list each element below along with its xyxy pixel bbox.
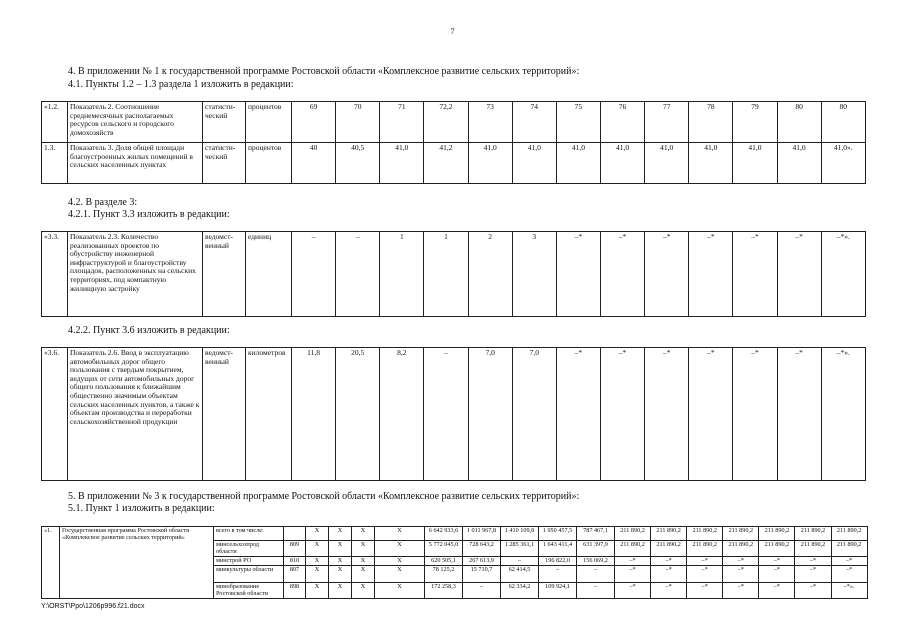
executor-label: минсельхозпрод области <box>214 541 284 557</box>
value-cell: 211 890,2 <box>759 541 795 557</box>
value-cell: – <box>463 583 501 599</box>
value-cell: –* <box>733 232 777 317</box>
value-cell: 72,2 <box>424 102 468 143</box>
value-cell: 41,0 <box>733 143 777 184</box>
value-cell: 15 710,7 <box>463 566 501 583</box>
code-mark: X <box>375 557 425 566</box>
value-cell: 73 <box>468 102 512 143</box>
heading-section-4: 4. В приложении № 1 к государственной программе Ростовской области «Комплексное развитие сельских территорий»: <box>68 66 580 77</box>
value-cell: 6 642 933,6 <box>425 527 463 541</box>
value-cell: 1 643 411,4 <box>539 541 577 557</box>
code-mark: X <box>306 557 329 566</box>
code-mark: X <box>375 583 425 599</box>
unit-cell: процентов <box>246 143 292 184</box>
value-cell: –* <box>687 566 723 583</box>
value-cell: 211 890,2 <box>651 541 687 557</box>
heading-section-5: 5. В приложении № 3 к государственной программе Ростовской области «Комплексное развитие сельских территорий»: <box>68 491 580 502</box>
value-cell: 74 <box>512 102 556 143</box>
value-cell: 109 924,1 <box>539 583 577 599</box>
executor-label: минкультуры области <box>214 566 284 583</box>
value-cell: 41,0 <box>512 143 556 184</box>
code-mark: X <box>306 541 329 557</box>
value-cell: 40 <box>292 143 336 184</box>
value-cell: –* <box>759 557 795 566</box>
code-mark: X <box>352 541 375 557</box>
value-cell: 1 950 457,5 <box>539 527 577 541</box>
value-cell: 40,5 <box>336 143 380 184</box>
value-cell: 156 069,2 <box>577 557 615 566</box>
value-cell: –* <box>651 557 687 566</box>
item-number: «1.2. <box>42 102 68 143</box>
value-cell: 62 414,5 <box>501 566 539 583</box>
code-mark: X <box>329 527 352 541</box>
value-cell: –* <box>759 583 795 599</box>
value-cell: 267 613,9 <box>463 557 501 566</box>
item-number: «1. <box>42 527 60 599</box>
value-cell: – <box>577 566 615 583</box>
budget-code <box>284 527 306 541</box>
value-cell: –* <box>689 348 733 481</box>
value-cell: –* <box>556 232 600 317</box>
value-cell: –* <box>723 583 759 599</box>
value-cell: 41,0 <box>600 143 644 184</box>
value-cell: –* <box>615 566 651 583</box>
value-cell: 77 <box>645 102 689 143</box>
value-cell: 75 <box>556 102 600 143</box>
value-cell: 211 890,2 <box>651 527 687 541</box>
value-cell: –* <box>600 232 644 317</box>
value-cell: 3 <box>512 232 556 317</box>
budget-code: 810 <box>284 557 306 566</box>
value-cell: 211 890,2 <box>615 527 651 541</box>
code-mark: X <box>352 566 375 583</box>
value-cell: 631 397,9 <box>577 541 615 557</box>
item-number: 1.3. <box>42 143 68 184</box>
value-cell: –* <box>645 232 689 317</box>
value-cell: 211 890,2 <box>831 527 867 541</box>
value-cell: 41,2 <box>424 143 468 184</box>
item-number: «3.3. <box>42 232 68 317</box>
value-cell: – <box>292 232 336 317</box>
budget-code: 807 <box>284 566 306 583</box>
code-mark: X <box>352 527 375 541</box>
heading-4-2-1: 4.2.1. Пункт 3.3 изложить в редакции: <box>68 209 230 220</box>
value-cell: –* <box>831 566 867 583</box>
value-cell: –* <box>777 232 821 317</box>
value-cell: 211 890,2 <box>723 541 759 557</box>
table-row <box>42 232 866 317</box>
value-cell: 41,0 <box>380 143 424 184</box>
unit-cell: процентов <box>246 102 292 143</box>
value-cell: 1 011 967,8 <box>463 527 501 541</box>
value-cell: 70 <box>336 102 380 143</box>
value-cell: 7,0 <box>468 348 512 481</box>
value-cell: –* <box>651 583 687 599</box>
table-row <box>42 348 866 481</box>
code-mark: X <box>329 566 352 583</box>
value-cell: 211 890,2 <box>795 541 831 557</box>
indicator-table-1 <box>41 101 866 184</box>
value-cell: – <box>336 232 380 317</box>
value-cell: –*». <box>821 232 865 317</box>
code-mark: X <box>329 583 352 599</box>
value-cell: –* <box>795 583 831 599</box>
indicator-name: Показатель 2. Соотношение среднемесячных располагаемых ресурсов сельского и городского домохозяйств <box>68 102 203 143</box>
value-cell: –*». <box>821 348 865 481</box>
value-cell: – <box>577 583 615 599</box>
page-number: 7 <box>450 27 455 36</box>
code-mark: X <box>306 566 329 583</box>
indicator-name: Показатель 2.3. Количество реализованных проектов по обустройству инженерной инфраструктурой и благоустройству площадок, расположенных на сельских территориях, под компактную жилищную застройку <box>68 232 203 317</box>
executor-label: минстрой РО <box>214 557 284 566</box>
value-cell: 78 <box>689 102 733 143</box>
indicator-name: Показатель 3. Доля общей площади благоустроенных жилых помещений в сельских населенных пунктах <box>68 143 203 184</box>
funding-table <box>41 526 868 599</box>
value-cell: 211 890,2 <box>795 527 831 541</box>
value-cell: 728 643,2 <box>463 541 501 557</box>
code-mark: X <box>375 541 425 557</box>
value-cell: 41,0». <box>821 143 865 184</box>
value-cell: 1 <box>380 232 424 317</box>
code-mark: X <box>375 566 425 583</box>
heading-4-2: 4.2. В разделе 3: <box>68 197 138 208</box>
value-cell: – <box>501 557 539 566</box>
unit-cell: километров <box>246 348 292 481</box>
value-cell: 620 505,1 <box>425 557 463 566</box>
heading-4-2-2: 4.2.2. Пункт 3.6 изложить в редакции: <box>68 325 230 336</box>
code-mark: X <box>306 527 329 541</box>
program-name: Государственная программа Ростовской области «Комплексное развитие сельских территорий» <box>60 527 214 599</box>
value-cell: 211 890,2 <box>687 527 723 541</box>
value-cell: 41,0 <box>468 143 512 184</box>
value-cell: –* <box>777 348 821 481</box>
value-cell: 41,0 <box>689 143 733 184</box>
value-cell: 787 467,1 <box>577 527 615 541</box>
indicator-table-3 <box>41 347 866 481</box>
value-cell: 62 334,2 <box>501 583 539 599</box>
code-mark: X <box>352 557 375 566</box>
value-cell: –* <box>600 348 644 481</box>
value-cell: –* <box>615 583 651 599</box>
value-cell: 5 772 045,0 <box>425 541 463 557</box>
heading-5-1: 5.1. Пункт 1 изложить в редакции: <box>68 503 215 514</box>
value-cell: –* <box>687 583 723 599</box>
code-mark: X <box>329 557 352 566</box>
code-mark: X <box>306 583 329 599</box>
value-cell: 20,5 <box>336 348 380 481</box>
indicator-type: статисти-ческий <box>203 102 246 143</box>
indicator-table-2 <box>41 231 866 317</box>
value-cell: –* <box>615 557 651 566</box>
value-cell: –* <box>795 557 831 566</box>
executor-label: минобразование Ростовской области <box>214 583 284 599</box>
value-cell: 211 890,2 <box>687 541 723 557</box>
value-cell: 8,2 <box>380 348 424 481</box>
value-cell: –* <box>831 557 867 566</box>
value-cell: 80 <box>821 102 865 143</box>
indicator-type: ведомст-венный <box>203 348 246 481</box>
value-cell: –* <box>795 566 831 583</box>
value-cell: –* <box>723 566 759 583</box>
indicator-name: Показатель 2.6. Ввод в эксплуатацию автомобильных дорог общего пользования с твердым покрытием, ведущих от сети автомобильных дорог общего пользования к ближайшим общественно значимым объектам сельских населенных пунктов, а также к объектам производства и переработки сельскохозяйственной продукции <box>68 348 203 481</box>
value-cell: 41,0 <box>556 143 600 184</box>
value-cell: – <box>424 348 468 481</box>
table-row <box>42 143 866 184</box>
value-cell: 11,8 <box>292 348 336 481</box>
code-mark: X <box>352 583 375 599</box>
table-row <box>42 527 868 541</box>
value-cell: 41,0 <box>777 143 821 184</box>
executor-label: всего в том числе: <box>214 527 284 541</box>
value-cell: 80 <box>777 102 821 143</box>
value-cell: 211 890,2 <box>723 527 759 541</box>
item-number: «3.6. <box>42 348 68 481</box>
value-cell: –* <box>687 557 723 566</box>
value-cell: 41,0 <box>645 143 689 184</box>
value-cell: –*». <box>831 583 867 599</box>
value-cell: 78 125,2 <box>425 566 463 583</box>
value-cell: 211 890,2 <box>831 541 867 557</box>
value-cell: –* <box>733 348 777 481</box>
indicator-type: ведомст-венный <box>203 232 246 317</box>
value-cell: 7,0 <box>512 348 556 481</box>
code-mark: X <box>375 527 425 541</box>
table-row <box>42 102 866 143</box>
code-mark: X <box>329 541 352 557</box>
value-cell: 79 <box>733 102 777 143</box>
value-cell: –* <box>723 557 759 566</box>
value-cell: 1 <box>424 232 468 317</box>
heading-4-1: 4.1. Пункты 1.2 – 1.3 раздела 1 изложить в редакции: <box>68 79 294 90</box>
file-path-footer: Y:\ORST\Ppo\1206p996.f21.docx <box>41 603 145 610</box>
unit-cell: единиц <box>246 232 292 317</box>
value-cell: 196 822,0 <box>539 557 577 566</box>
budget-code: 809 <box>284 541 306 557</box>
value-cell: 1 285 361,1 <box>501 541 539 557</box>
value-cell: –* <box>651 566 687 583</box>
value-cell: 69 <box>292 102 336 143</box>
value-cell: 1 410 109,8 <box>501 527 539 541</box>
value-cell: 71 <box>380 102 424 143</box>
value-cell: –* <box>759 566 795 583</box>
indicator-type: статисти-ческий <box>203 143 246 184</box>
value-cell: 211 890,2 <box>615 541 651 557</box>
value-cell: 211 890,2 <box>759 527 795 541</box>
value-cell: 2 <box>468 232 512 317</box>
value-cell: –* <box>645 348 689 481</box>
budget-code: 898 <box>284 583 306 599</box>
value-cell: –* <box>689 232 733 317</box>
value-cell: – <box>539 566 577 583</box>
value-cell: 172 258,3 <box>425 583 463 599</box>
value-cell: 76 <box>600 102 644 143</box>
value-cell: –* <box>556 348 600 481</box>
